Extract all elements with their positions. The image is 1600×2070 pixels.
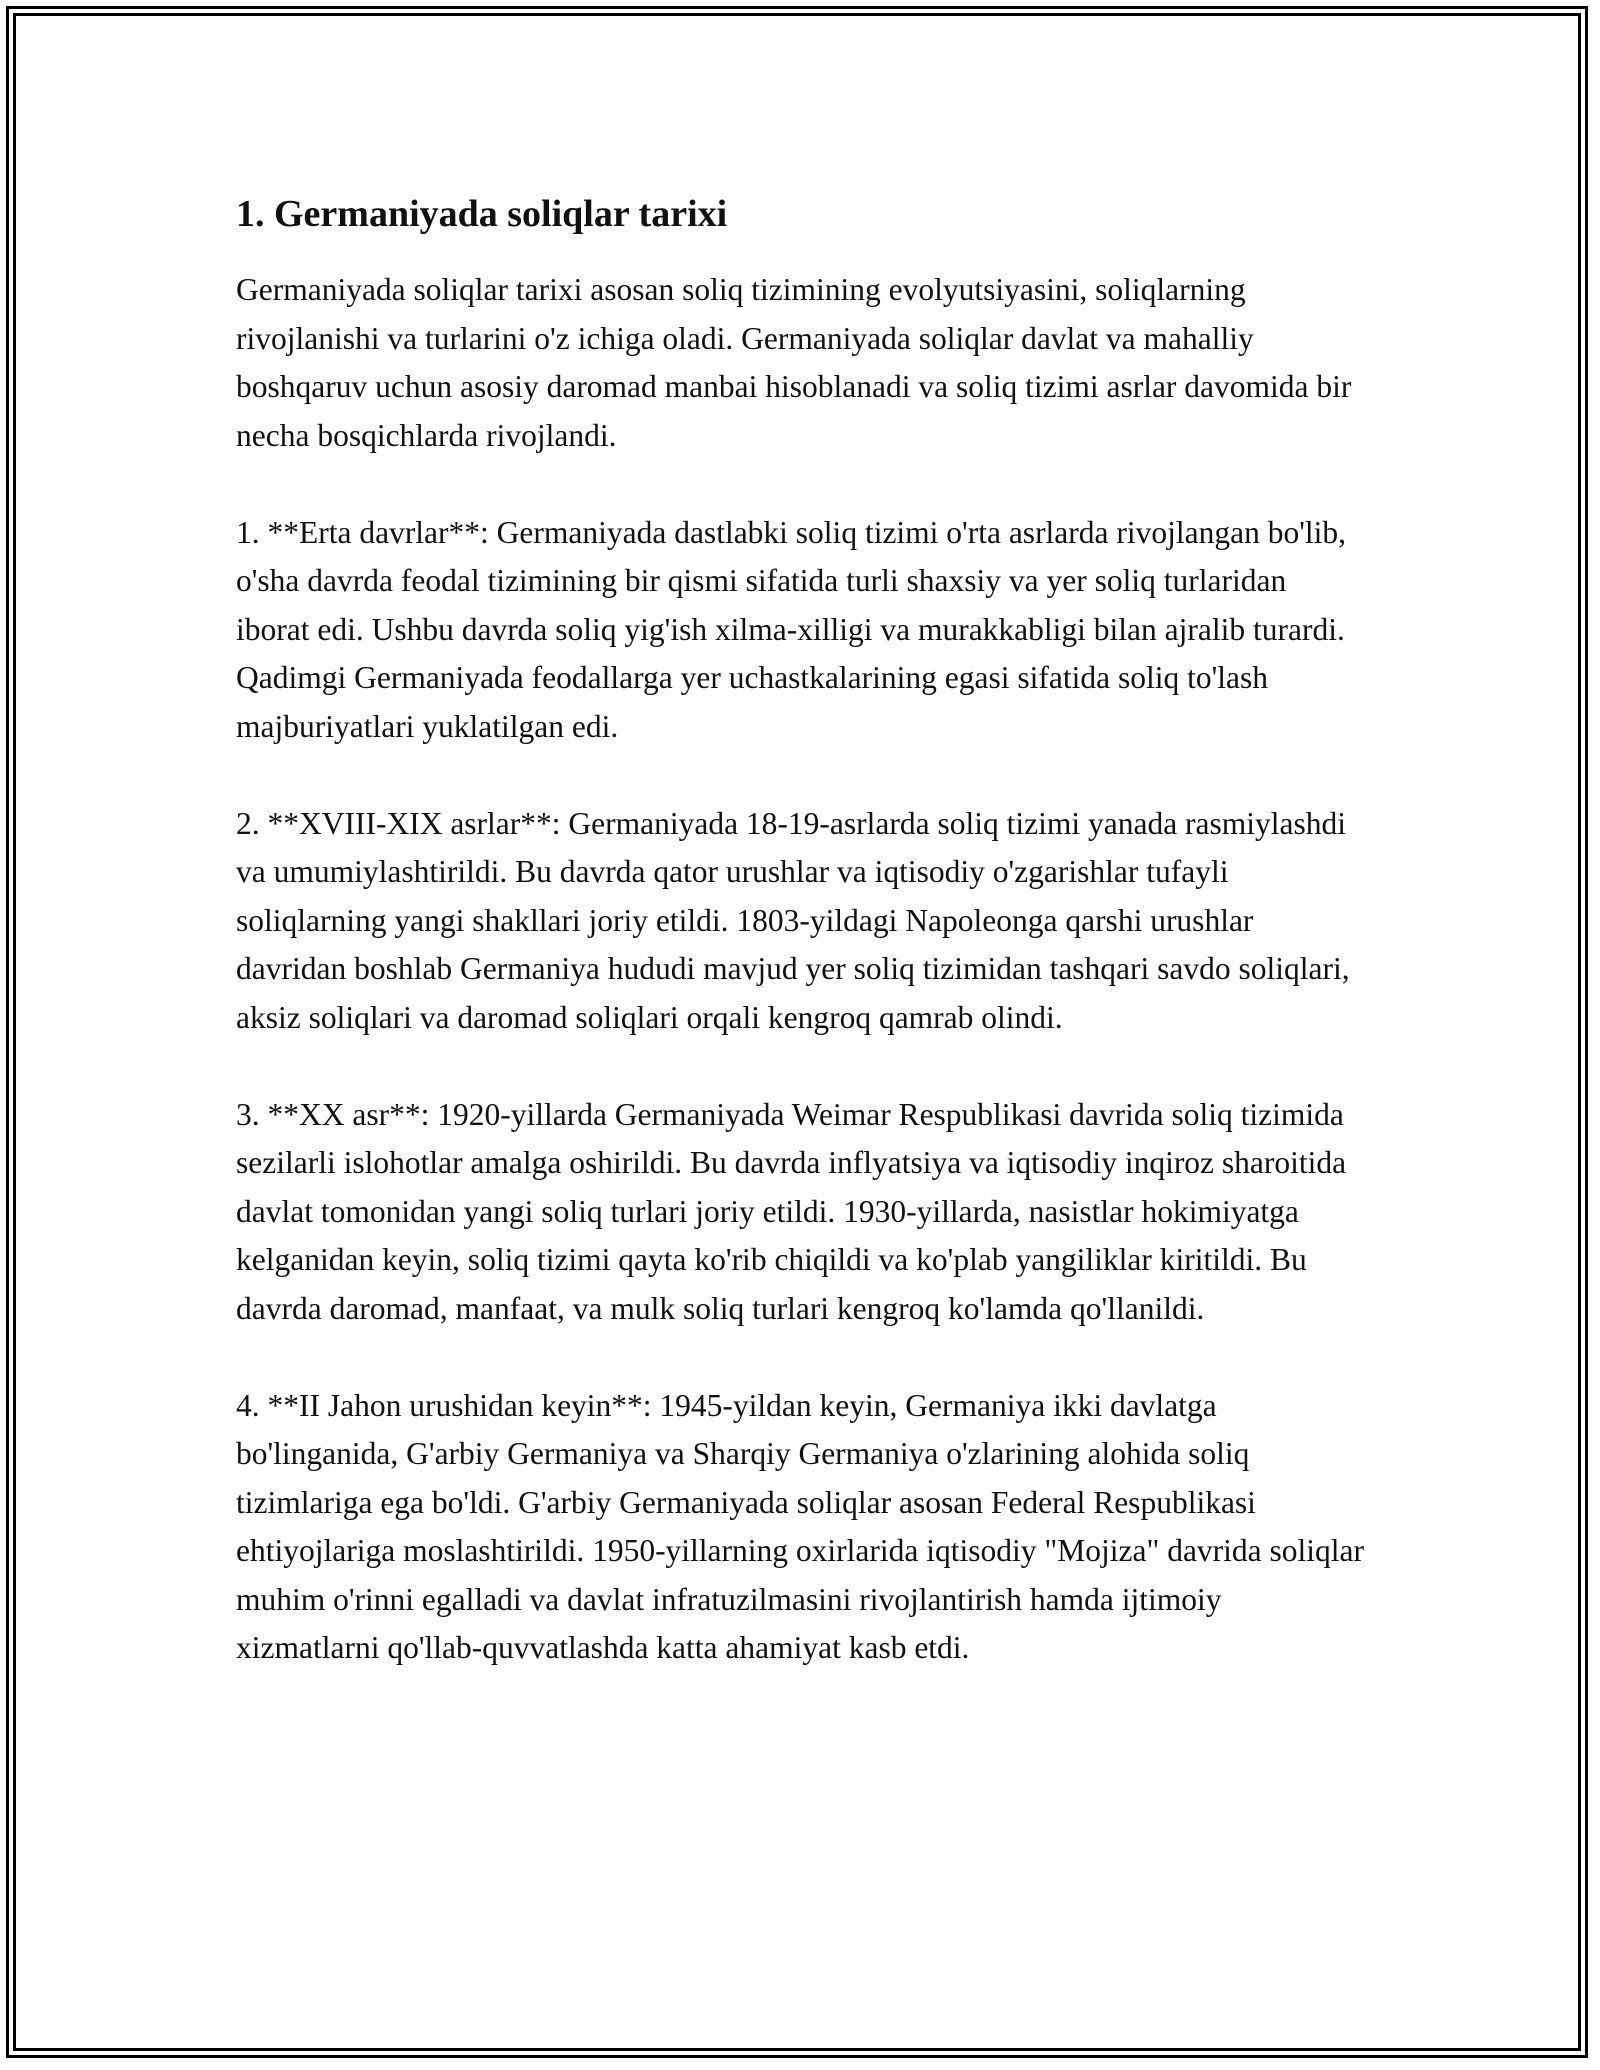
document-title: 1. Germaniyada soliqlar tarixi <box>236 193 728 235</box>
paragraph-intro: Germaniyada soliqlar tarixi asosan soliq tizimining evolyutsiyasini, soliqlarning rivojlanishi va turlarini o'z ichiga oladi. Germaniyada soliqlar davlat va mahalliy boshqaruv uchun asosiy daromad manbai hisoblanadi va soliq tizimi asrlar davomida bir necha bosqichlarda rivojlandi. <box>236 272 1352 453</box>
paragraph-18-19-centuries: 2. **XVIII-XIX asrlar**: Germaniyada 18-19-asrlarda soliq tizimi yanada rasmiylashdi va umumiylashtirildi. Bu davrda qator urushlar va iqtisodiy o'zgarishlar tufayli soliqlarning yangi shakllari joriy etildi. 1803-yildagi Napoleonga qarshi urushlar davridan boshlab Germaniya hududi mavjud yer soliq tizimidan tashqari savdo soliqlari, aksiz soliqlari va daromad soliqlari orqali kengroq qamrab olindi. <box>236 805 1350 1035</box>
paragraph-20th-century: 3. **XX asr**: 1920-yillarda Germaniyada Weimar Respublikasi davrida soliq tizimida sezilarli islohotlar amalga oshirildi. Bu davrda inflyatsiya va iqtisodiy inqiroz sharoitida davlat tomonidan yangi soliq turlari joriy etildi. 1930-yillarda, nasistlar hokimiyatga kelganidan keyin, soliq tizimi qayta ko'rib chiqildi va ko'plab yangiliklar kiritildi. Bu davrda daromad, manfaat, va mulk soliq turlari kengroq ko'lamda qo'llanildi. <box>236 1096 1347 1326</box>
paragraph-early-periods: 1. **Erta davrlar**: Germaniyada dastlabki soliq tizimi o'rta asrlarda rivojlangan bo'lib, o'sha davrda feodal tizimining bir qismi sifatida turli shaxsiy va yer soliq turlaridan iborat edi. Ushbu davrda soliq yig'ish xilma-xilligi va murakkabligi bilan ajralib turardi. Qadimgi Germaniyada feodallarga yer uchastkalarining egasi sifatida soliq to'lash majburiyatlari yuklatilgan edi. <box>236 514 1347 744</box>
paragraph-post-ww2: 4. **II Jahon urushidan keyin**: 1945-yildan keyin, Germaniya ikki davlatga bo'linganida, G'arbiy Germaniya va Sharqiy Germaniya o'zlarining alohida soliq tizimlariga ega bo'ldi. G'arbiy Germaniyada soliqlar asosan Federal Respublikasi ehtiyojlariga moslashtirildi. 1950-yillarning oxirlarida iqtisodiy "Mojiza" davrida soliqlar muhim o'rinni egalladi va davlat infratuzilmasini rivojlantirish hamda ijtimoiy xizmatlarni qo'llab-quvvatlashda katta ahamiyat kasb etdi. <box>236 1387 1365 1665</box>
document-body <box>236 188 1366 1673</box>
